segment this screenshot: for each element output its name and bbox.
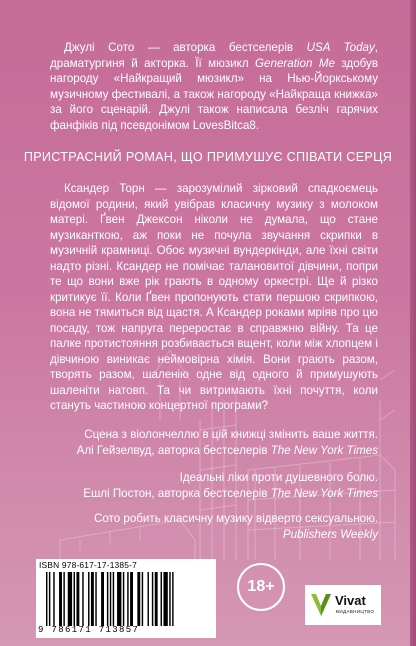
publisher-subtitle: ВИДАВНИЦТВО — [336, 609, 375, 614]
usa-today-title: USA Today — [306, 41, 375, 54]
barcode-panel — [36, 559, 216, 638]
barcode-icon — [44, 572, 210, 626]
review-quote: Сцена з віолончеллю в цій книжці змінить ваше життя. Алі Гейзелвуд, авторка бестселерів The New York Times — [76, 428, 378, 457]
book-blurb: Ксандер Торн — зарозумілий зірковий спадкоємець відомої родини, який увібрав класичну музику з молоком матері. Ґвен Джексон ніколи не думала, що стане музиканткою, аж поки не почула звучання скрипки в музичній крамниці. Обоє музичні вундеркінди, але їхні світи надто різні. Ксандер не помічає талановитої дівчини, попри те що вони вже рік грають в одному оркестрі. Ще й різко критикує її. Коли Ґвен пропонують стати першою скрипкою, вона не тямиться від щастя. А Ксандер роками мріяв про цю посаду, тож напруга переростає в справжню війну. Та це палке протистояння розбивається вщент, коли між хлопцем і дівчиною виникає неймовірна хімія. Вони грають разом, творять разом, шаленію одне від одного й примушують шаленіти натовп. Та чи витримають їхні почуття, коли стануть частиною концертної програми? — [50, 182, 378, 412]
isbn: ISBN 978-617-17-1385-7 — [39, 560, 137, 570]
age-rating-badge: 18+ — [237, 563, 285, 611]
tagline: ПРИСТРАСНИЙ РОМАН, ЩО ПРИМУШУЄ СПІВАТИ СЕРЦЯ — [23, 150, 393, 164]
publisher-logo — [305, 585, 381, 625]
review-quote: Сото робить класичну музику відверто сексуальною. Publishers Weekly — [93, 512, 378, 541]
generation-me-title: Generation Me — [255, 56, 335, 70]
author-bio: Джулі Сото — авторка бестселерів USA Today, драматургиня й акторка. Її мюзикл Generation Me здобув нагороду «Найкращий мюзикл» на Нью-Йоркському музичному фестивалі, а також нагороду «Найкраща книжка» за його сценарій. Джулі також написала безліч гарячих фанфіків під псевдонімом LovesBitca8. — [50, 41, 378, 132]
barcode-digits: 9 786171 713857 — [38, 625, 140, 635]
publisher-name: Vivat — [335, 593, 366, 608]
review-quote: Ідеальні ліки проти душевного болю. Ешлі Постон, авторка бестселерів The New York Times — [83, 471, 378, 500]
vivat-logo-icon — [309, 590, 333, 620]
